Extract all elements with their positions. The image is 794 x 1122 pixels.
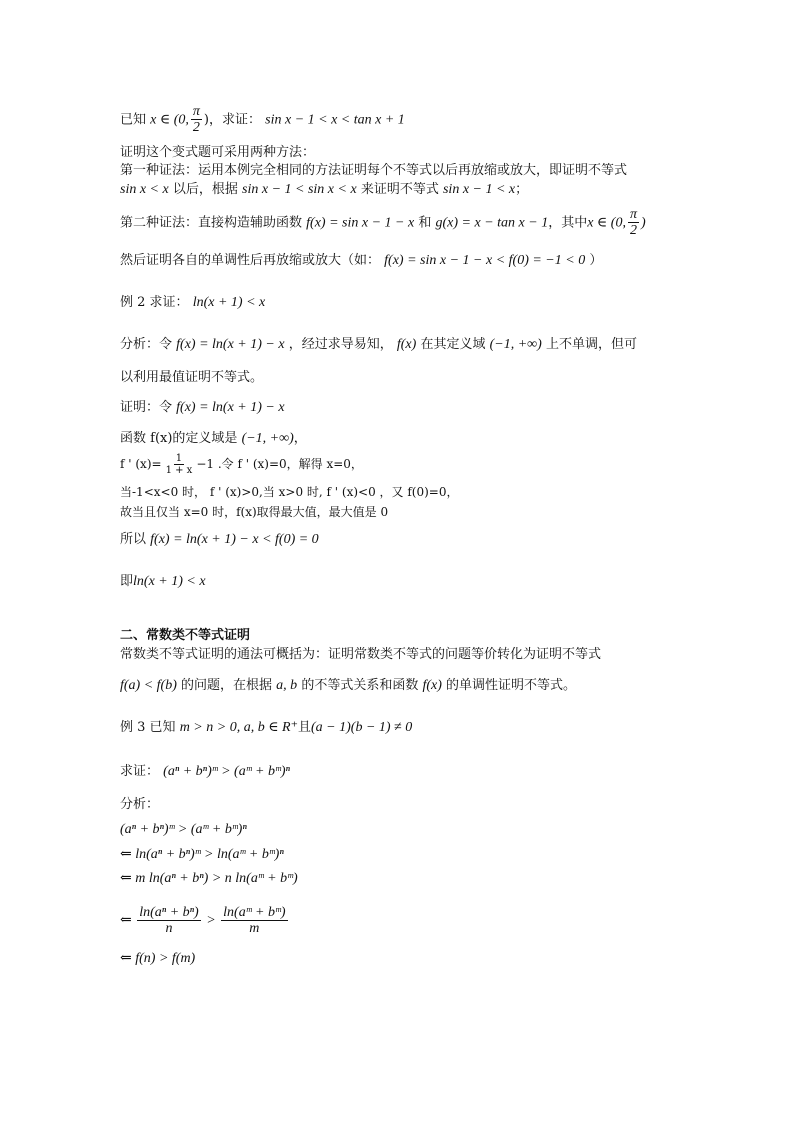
- text: ，: [293, 431, 307, 446]
- math: f(x): [396, 337, 417, 352]
- denominator: 2: [629, 223, 637, 239]
- derivation-step: ⇐ f(n) > f(m): [120, 951, 196, 966]
- denominator: m: [249, 921, 260, 937]
- gt-symbol: >: [206, 913, 216, 929]
- text: f ' (x)=: [120, 457, 162, 471]
- math: f(x) = ln(x + 1) − x: [176, 337, 285, 352]
- math: f(a) < f(b): [120, 678, 177, 693]
- paragraph: [120, 453, 363, 476]
- text: 已知: [120, 112, 147, 128]
- text: 分析：令: [120, 337, 173, 352]
- paragraph: [120, 207, 646, 239]
- math: a, b: [276, 678, 298, 693]
- text: ，经过求导易知，: [288, 337, 393, 352]
- math: (−1, +∞): [489, 337, 542, 352]
- fraction: [221, 905, 287, 937]
- paragraph: [120, 764, 290, 781]
- text: 例 2 求证：: [120, 295, 189, 310]
- derivation-step: ⇐ ln(aⁿ + bⁿ)ᵐ > ln(aᵐ + bᵐ)ⁿ: [120, 847, 284, 862]
- text: 上不单调，但可: [545, 337, 637, 352]
- paragraph: [120, 574, 206, 591]
- fraction-pi-over-2: [628, 207, 639, 239]
- paragraph: 证明这个变式题可采用两种方法：: [120, 145, 316, 160]
- denominator: n: [165, 921, 173, 937]
- numerator: π: [192, 104, 200, 119]
- text: 函数 f(x)的定义域是: [120, 431, 238, 446]
- text: ）: [589, 253, 603, 268]
- fraction: [137, 905, 200, 937]
- math: (aⁿ + bⁿ)ᵐ > (aᵐ + bᵐ)ⁿ: [163, 764, 290, 779]
- text: 的单调性证明不等式。: [446, 678, 577, 693]
- numerator: ln(aⁿ + bⁿ): [139, 905, 199, 920]
- paragraph: [120, 253, 602, 270]
- example-3: [120, 720, 412, 737]
- paragraph: 常数类不等式证明的通法可概括为：证明常数类不等式的问题等价转化为证明不等式: [120, 647, 602, 662]
- paragraph: 故当且仅当 x=0 时，f(x)取得最大值，最大值是 0: [120, 505, 389, 519]
- math: ): [640, 215, 646, 231]
- math: f(x) = sin x − 1 − x: [306, 215, 415, 231]
- math: (a − 1)(b − 1) ≠ 0: [311, 720, 413, 735]
- text: ；: [515, 182, 529, 197]
- text: 的问题，在根据: [181, 678, 273, 693]
- math: g(x) = x − tan x − 1: [435, 215, 549, 231]
- text: 例 3 已知: [120, 720, 176, 735]
- text: 所以: [120, 532, 147, 547]
- math: x ∈ (0,: [587, 215, 626, 231]
- text: 第二种证法：直接构造辅助函数: [120, 215, 303, 231]
- paragraph: 分析：: [120, 797, 160, 812]
- math: ln(x + 1) < x: [192, 295, 266, 310]
- math: f(x) = ln(x + 1) − x: [176, 400, 285, 415]
- text: 且: [298, 720, 312, 735]
- denominator: 1 + x: [165, 465, 193, 476]
- text: )，求证：: [203, 112, 261, 128]
- text: 来证明不等式: [360, 182, 439, 197]
- math-inequality: sin x − 1 < x < tan x + 1: [265, 112, 405, 128]
- math: f(x): [422, 678, 442, 693]
- numerator: π: [629, 207, 637, 222]
- text: 在其定义域: [420, 337, 486, 352]
- math: sin x < x: [120, 182, 169, 197]
- math: f(x) = sin x − 1 − x < f(0) = −1 < 0: [384, 253, 586, 268]
- math-domain: x ∈ (0,: [150, 112, 189, 128]
- math: f(x) = ln(x + 1) − x < f(0) = 0: [150, 532, 319, 547]
- text: 和: [418, 215, 432, 231]
- math: (−1, +∞): [241, 431, 294, 446]
- example-2: [120, 295, 265, 312]
- paragraph: [120, 337, 637, 354]
- fraction: [164, 453, 195, 476]
- fraction-pi-over-2: [191, 104, 202, 136]
- text: 的不等式关系和函数: [301, 678, 419, 693]
- math: ln(x + 1) < x: [133, 574, 206, 589]
- derivation-step: (aⁿ + bⁿ)ᵐ > (aᵐ + bᵐ)ⁿ: [120, 822, 247, 837]
- derivation-step: ⇐ m ln(aⁿ + bⁿ) > n ln(aᵐ + bᵐ): [120, 871, 298, 886]
- paragraph: [120, 678, 576, 695]
- section-heading: 二、常数类不等式证明: [120, 628, 251, 643]
- paragraph: [120, 532, 319, 549]
- derivation-step: [120, 905, 290, 937]
- text: 即: [120, 574, 134, 589]
- problem-statement: [120, 104, 405, 136]
- denominator: 2: [192, 120, 200, 136]
- paragraph: 以利用最值证明不等式。: [120, 370, 264, 385]
- math: sin x − 1 < sin x < x: [242, 182, 357, 197]
- paragraph: [120, 431, 307, 448]
- math: sin x − 1 < x: [442, 182, 516, 197]
- paragraph: [120, 182, 528, 199]
- text: 证明：令: [120, 400, 173, 415]
- text: 以后，根据: [172, 182, 238, 197]
- paragraph: 当-1<x<0 时， f ' (x)>0,当 x>0 时, f ' (x)<0 ，又 f(0)=0，: [120, 485, 459, 499]
- paragraph: [120, 400, 285, 417]
- numerator: ln(aᵐ + bᵐ): [223, 905, 286, 920]
- text: 然后证明各自的单调性后再放缩或放大（如：: [120, 253, 381, 268]
- implies-symbol: ⇐: [120, 913, 132, 929]
- text: ，其中: [548, 215, 588, 231]
- paragraph: 第一种证法：运用本例完全相同的方法证明每个不等式以后再放缩或放大，即证明不等式: [120, 163, 628, 178]
- text: 求证：: [120, 764, 160, 779]
- math: m > n > 0, a, b ∈ R⁺: [179, 720, 298, 735]
- text: −1 .令 f ' (x)=0，解得 x=0，: [196, 457, 363, 471]
- numerator: 1: [175, 453, 183, 464]
